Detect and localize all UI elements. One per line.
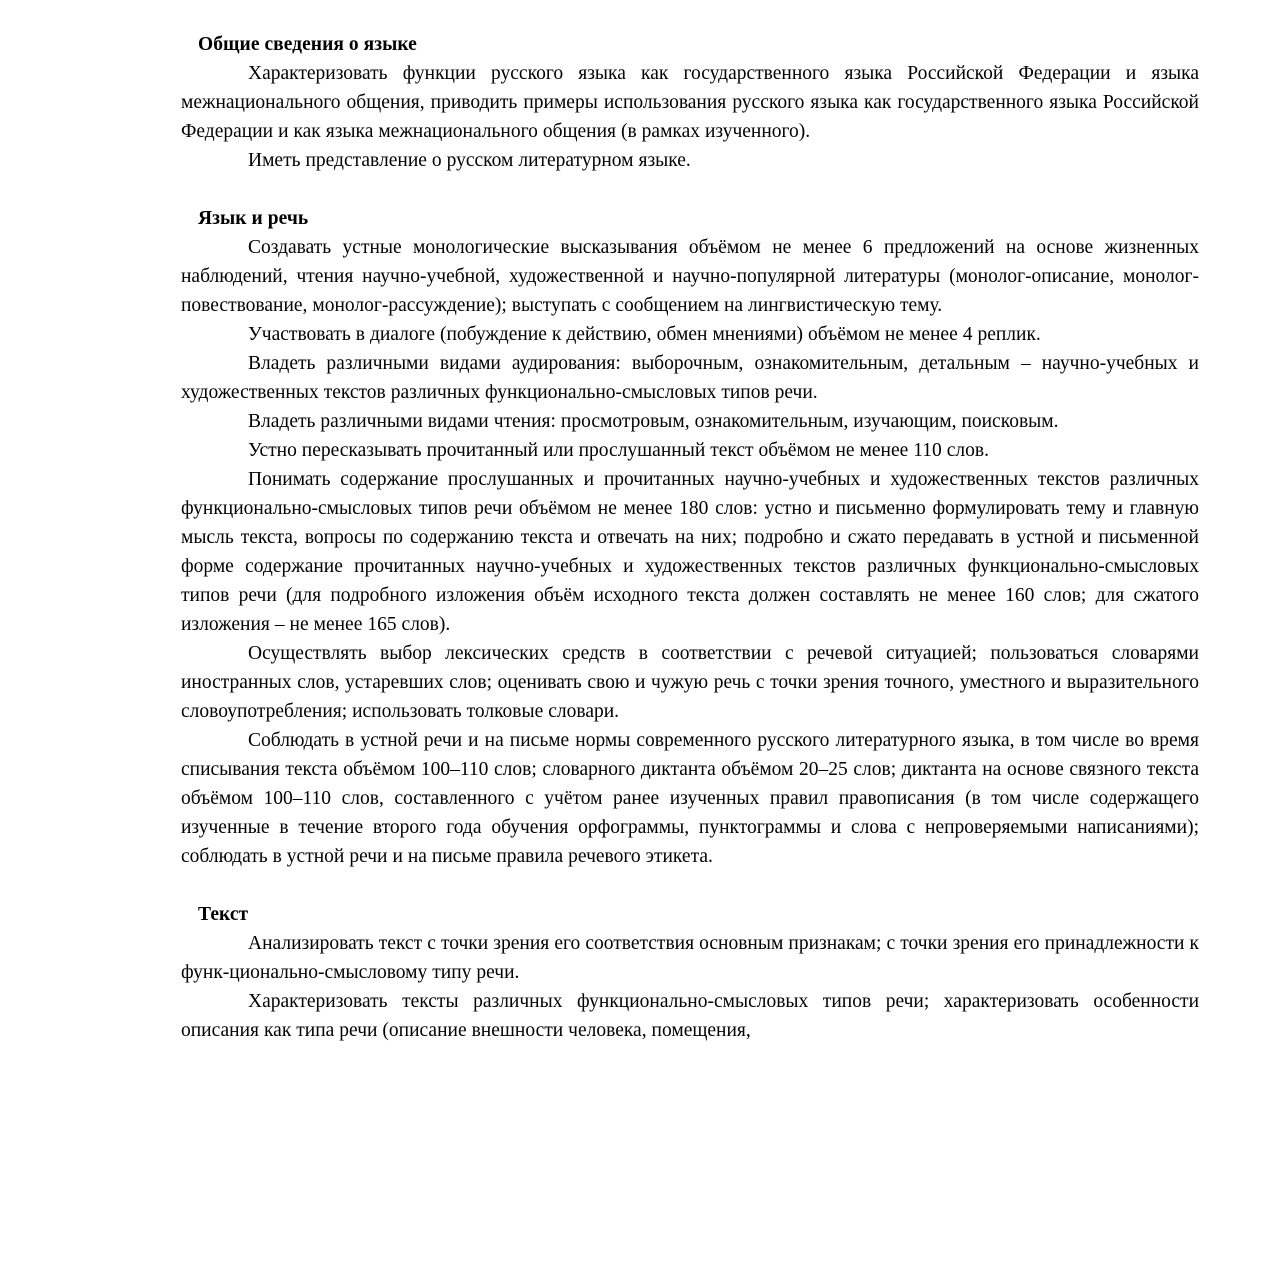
paragraph: Анализировать текст с точки зрения его соответствия основным признакам; с точки зрения его принадлежности к функ-ционально-смысловому типу речи. bbox=[181, 933, 1199, 983]
section-obshchie-svedeniya-o-yazyke bbox=[181, 30, 1199, 175]
paragraph: Создавать устные монологические высказывания объёмом не менее 6 предложений на основе жизненных наблюдений, чтения научно-учебной, художественной и научно-популярной литературы (монолог-описание, монолог-повествование, монолог-рассуждение); выступать с сообщением на лингвистическую тему. bbox=[181, 237, 1199, 316]
paragraph: Иметь представление о русском литературном языке. bbox=[248, 150, 691, 171]
section-heading: Язык и речь bbox=[198, 208, 309, 229]
paragraph: Участвовать в диалоге (побуждение к действию, обмен мнениями) объёмом не менее 4 реплик. bbox=[248, 324, 1041, 345]
paragraph: Характеризовать тексты различных функционально-смысловых типов речи; характеризовать особенности описания как типа речи (описание внешности человека, помещения, bbox=[181, 991, 1199, 1041]
paragraph: Характеризовать функции русского языка как государственного языка Российской Федерации и языка межнационального общения, приводить примеры использования русского языка как государственного языка Российской Федерации и как языка межнационального общения (в рамках изученного). bbox=[181, 63, 1199, 142]
paragraph: Соблюдать в устной речи и на письме нормы современного русского литературного языка, в том числе во время списывания текста объёмом 100–110 слов; словарного диктанта объёмом 20–25 слов; диктанта на основе связного текста объёмом 100–110 слов, составленного с учётом ранее изученных правил правописания (в том числе содержащего изученные в течение второго года обучения орфограммы, пунктограммы и слова с непроверяемыми написаниями); соблюдать в устной речи и на письме правила речевого этикета. bbox=[181, 730, 1199, 867]
paragraph: Владеть различными видами чтения: просмотровым, ознакомительным, изучающим, поисковым. bbox=[248, 411, 1059, 432]
document-body bbox=[181, 30, 1199, 1045]
section-tekst bbox=[181, 871, 1199, 1045]
paragraph: Понимать содержание прослушанных и прочитанных научно-учебных и художественных текстов различных функционально-смысловых типов речи объёмом не менее 180 слов: устно и письменно формулировать тему и главную мысль текста, вопросы по содержанию текста и отвечать на них; подробно и сжато передавать в устной и письменной форме содержание прочитанных научно-учебных и художественных текстов различных функционально-смысловых типов речи (для подробного изложения объём исходного текста должен составлять не менее 160 слов; для сжатого изложения – не менее 165 слов). bbox=[181, 469, 1199, 635]
paragraph: Осуществлять выбор лексических средств в соответствии с речевой ситуацией; пользоваться словарями иностранных слов, устаревших слов; оценивать свою и чужую речь с точки зрения точного, уместного и выразительного словоупотребления; использовать толковые словари. bbox=[181, 643, 1199, 722]
paragraph: Владеть различными видами аудирования: выборочным, ознакомительным, детальным – научно-учебных и художественных текстов различных функционально-смысловых типов речи. bbox=[181, 353, 1199, 403]
section-yazyk-i-rech bbox=[181, 204, 1199, 871]
paragraph: Устно пересказывать прочитанный или прослушанный текст объёмом не менее 110 слов. bbox=[248, 440, 990, 461]
section-heading: Общие сведения о языке bbox=[198, 34, 417, 55]
section-heading: Текст bbox=[198, 904, 249, 925]
